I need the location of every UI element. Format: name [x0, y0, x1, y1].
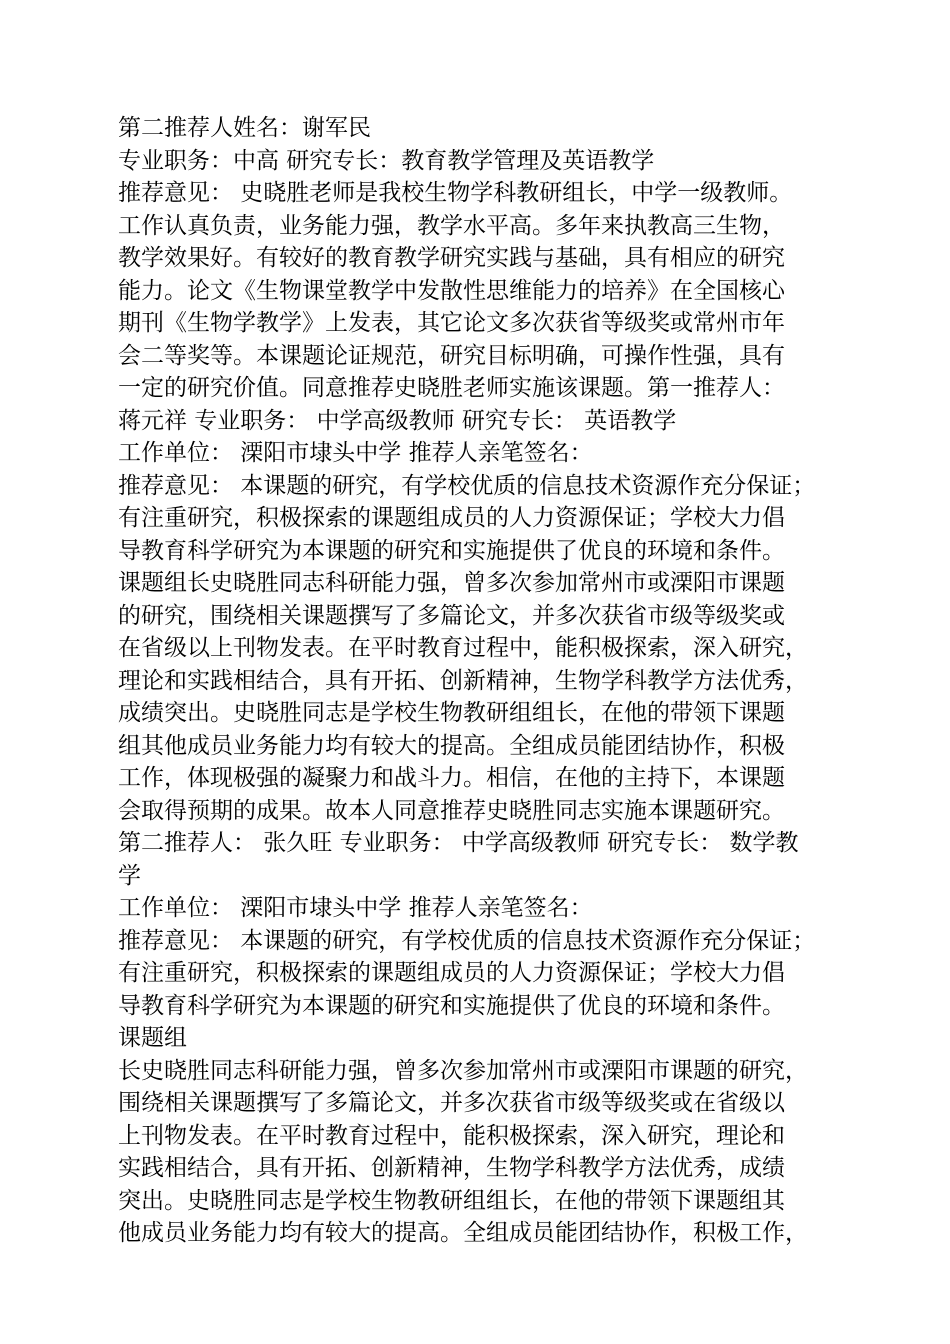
text-line: 专业职务：中高 研究专长：教育教学管理及英语教学: [118, 147, 655, 174]
text-line: 上刊物发表。在平时教育过程中，能积极探索，深入研究，理论和: [118, 1122, 785, 1149]
text-line: 教学效果好。有较好的教育教学研究实践与基础，具有相应的研究: [118, 245, 785, 271]
text-line: 会取得预期的成果。故本人同意推荐史晓胜同志实施本课题研究。: [118, 797, 785, 824]
text-line: 的研究，围绕相关课题撰写了多篇论文，并多次获省市级等级奖或: [118, 602, 785, 629]
text-line: 推荐意见： 本课题的研究，有学校优质的信息技术资源作充分保证；: [118, 472, 816, 499]
text-line: 一定的研究价值。同意推荐史晓胜老师实施该课题。第一推荐人：: [118, 375, 785, 401]
text-line: 长史晓胜同志科研能力强，曾多次参加常州市或溧阳市课题的研究，: [118, 1057, 808, 1084]
text-line: 第二推荐人： 张久旺 专业职务： 中学高级教师 研究专长： 数学教: [118, 830, 799, 856]
document-body: [118, 112, 858, 1250]
text-line: 组其他成员业务能力均有较大的提高。全组成员能团结协作，积极: [118, 732, 785, 759]
text-line: 课题组长史晓胜同志科研能力强，曾多次参加常州市或溧阳市课题: [118, 570, 785, 596]
text-line: 工作单位： 溧阳市埭头中学 推荐人亲笔签名：: [118, 440, 593, 466]
text-line: 导教育科学研究为本课题的研究和实施提供了优良的环境和条件。: [118, 537, 785, 564]
text-line: 理论和实践相结合，具有开拓、创新精神，生物学科教学方法优秀，: [118, 667, 808, 694]
text-line: 成绩突出。史晓胜同志是学校生物教研组组长，在他的带领下课题: [118, 700, 785, 726]
text-line: 蒋元祥 专业职务： 中学高级教师 研究专长： 英语教学: [118, 407, 677, 434]
text-line: 课题组: [118, 1025, 187, 1051]
text-line: 围绕相关课题撰写了多篇论文，并多次获省市级等级奖或在省级以: [118, 1090, 785, 1116]
text-line: 他成员业务能力均有较大的提高。全组成员能团结协作，积极工作，: [118, 1220, 808, 1246]
text-line: 推荐意见： 史晓胜老师是我校生物学科教研组长，中学一级教师。: [118, 180, 793, 206]
text-line: 有注重研究，积极探索的课题组成员的人力资源保证；学校大力倡: [118, 505, 785, 531]
text-line: 学: [118, 862, 141, 889]
text-line: 实践相结合，具有开拓、创新精神，生物学科教学方法优秀，成绩: [118, 1155, 785, 1181]
text-line: 期刊《生物学教学》上发表，其它论文多次获省等级奖或常州市年: [118, 310, 785, 336]
text-line: 会二等奖等。本课题论证规范，研究目标明确，可操作性强，具有: [118, 342, 785, 369]
text-line: 有注重研究，积极探索的课题组成员的人力资源保证；学校大力倡: [118, 960, 785, 986]
text-line: 工作单位： 溧阳市埭头中学 推荐人亲笔签名：: [118, 895, 593, 921]
text-line: 在省级以上刊物发表。在平时教育过程中，能积极探索，深入研究，: [118, 635, 808, 661]
text-line: 工作，体现极强的凝聚力和战斗力。相信，在他的主持下，本课题: [118, 765, 785, 791]
text-line: 能力。论文《生物课堂教学中发散性思维能力的培养》在全国核心: [118, 277, 785, 304]
text-line: 突出。史晓胜同志是学校生物教研组组长，在他的带领下课题组其: [118, 1187, 785, 1214]
text-line: 导教育科学研究为本课题的研究和实施提供了优良的环境和条件。: [118, 992, 785, 1019]
text-line: 工作认真负责，业务能力强，教学水平高。多年来执教高三生物，: [118, 212, 785, 239]
text-line: 第二推荐人姓名：谢军民: [118, 115, 371, 141]
text-line: 推荐意见： 本课题的研究，有学校优质的信息技术资源作充分保证；: [118, 927, 816, 954]
